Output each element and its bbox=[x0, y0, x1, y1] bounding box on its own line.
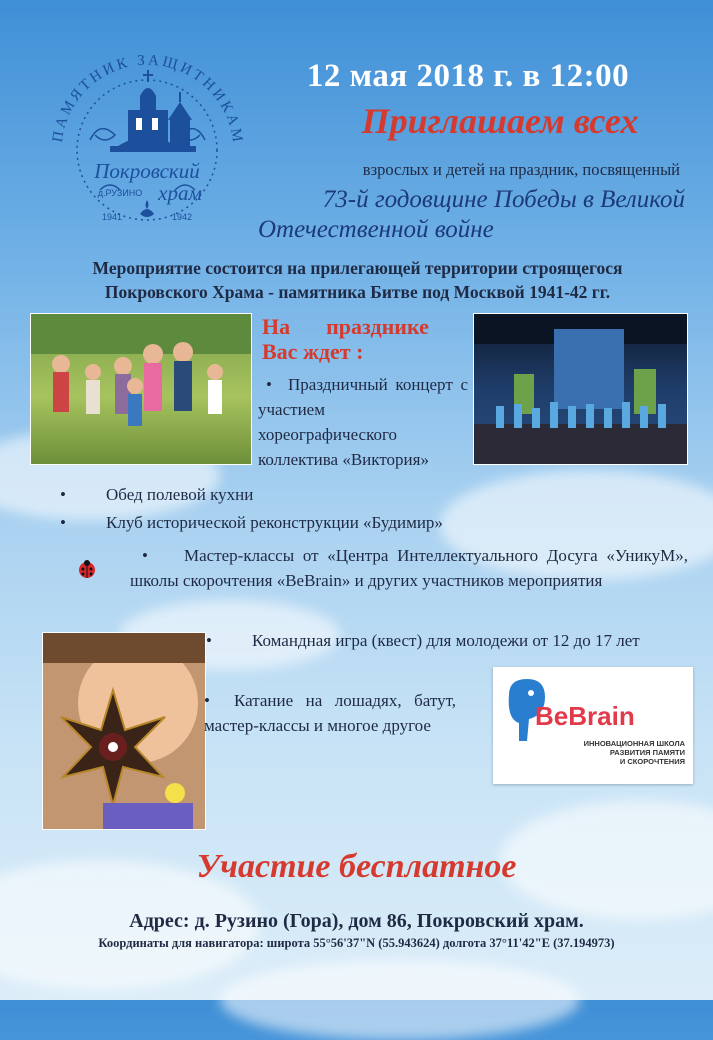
address: Адрес: д. Рузино (Гора), дом 86, Покровский храм. bbox=[129, 910, 584, 932]
bebrain-tagline: ИННОВАЦИОННАЯ ШКОЛА РАЗВИТИЯ ПАМЯТИ И СКОРОЧТЕНИЯ bbox=[583, 739, 685, 766]
venue-line-2: Покровского Храма - памятника Битве под Москвой 1941-42 гг. bbox=[104, 282, 611, 302]
gps-coordinates: Координаты для навигатора: широта 55°56'37"N (55.943624) долгота 37°11'42"E (37.194973) bbox=[98, 936, 615, 950]
logo-ring-text: ПАМЯТНИК ЗАЩИТНИКАМ bbox=[49, 52, 246, 146]
festival-item-quest: • Командная игра (квест) для молодежи от 12 до 17 лет bbox=[206, 631, 640, 650]
festival-item-horses: • Катание на лошадях, батут, мастер-классы и многое другое bbox=[204, 691, 456, 735]
logo-village: д.РУЗИНО bbox=[97, 188, 143, 198]
festival-item-masterclasses: • Мастер-классы от «Центра Интеллектуального Досуга «УникуМ», школы скорочтения «BeBrain» и других участников мероприятия bbox=[130, 546, 688, 590]
festival-heading-word-1: На bbox=[262, 314, 291, 339]
dance-performance-photo bbox=[473, 313, 688, 465]
festival-heading-word-2: празднике bbox=[326, 314, 429, 339]
event-date: 12 мая 2018 г. в 12:00 bbox=[306, 58, 630, 94]
lamp-icon bbox=[140, 209, 154, 217]
logo-year-end: 1942 bbox=[171, 212, 193, 222]
venue-info bbox=[20, 256, 695, 304]
festival-item-concert: • Праздничный концерт с участием хореографического коллектива «Виктория» bbox=[258, 375, 468, 469]
festival-item-club: • Клуб исторической реконструкции «Будимир» bbox=[60, 513, 443, 532]
anniversary-text bbox=[250, 185, 685, 245]
free-participation: Участие бесплатное bbox=[196, 848, 517, 885]
children-photo bbox=[30, 313, 252, 465]
church-icon bbox=[110, 70, 196, 152]
venue-line-1: Мероприятие состоится на прилегающей территории строящегося bbox=[92, 258, 623, 278]
festival-heading bbox=[262, 314, 462, 364]
invite-heading: Приглашаем всех bbox=[361, 101, 639, 141]
ladybug-icon bbox=[77, 559, 97, 579]
logo-name-line1: Покровский bbox=[94, 159, 200, 183]
bebrain-logo-text: BeBrain bbox=[535, 701, 635, 731]
anniversary-line-1: 73-й годовщине Победы в Великой bbox=[322, 186, 685, 213]
logo-name-line2: храм bbox=[158, 181, 202, 205]
child-craft-photo bbox=[42, 632, 206, 830]
anniversary-line-2: Отечественной войне bbox=[258, 216, 494, 243]
logo-year-start: 1941 bbox=[101, 212, 123, 222]
festival-heading-line-2: Вас ждет : bbox=[262, 339, 364, 364]
festival-item-lunch: • Обед полевой кухни bbox=[60, 485, 254, 504]
church-logo bbox=[40, 40, 255, 255]
invite-subtitle: взрослых и детей на праздник, посвященный bbox=[362, 160, 680, 179]
bebrain-logo-card bbox=[493, 667, 693, 784]
